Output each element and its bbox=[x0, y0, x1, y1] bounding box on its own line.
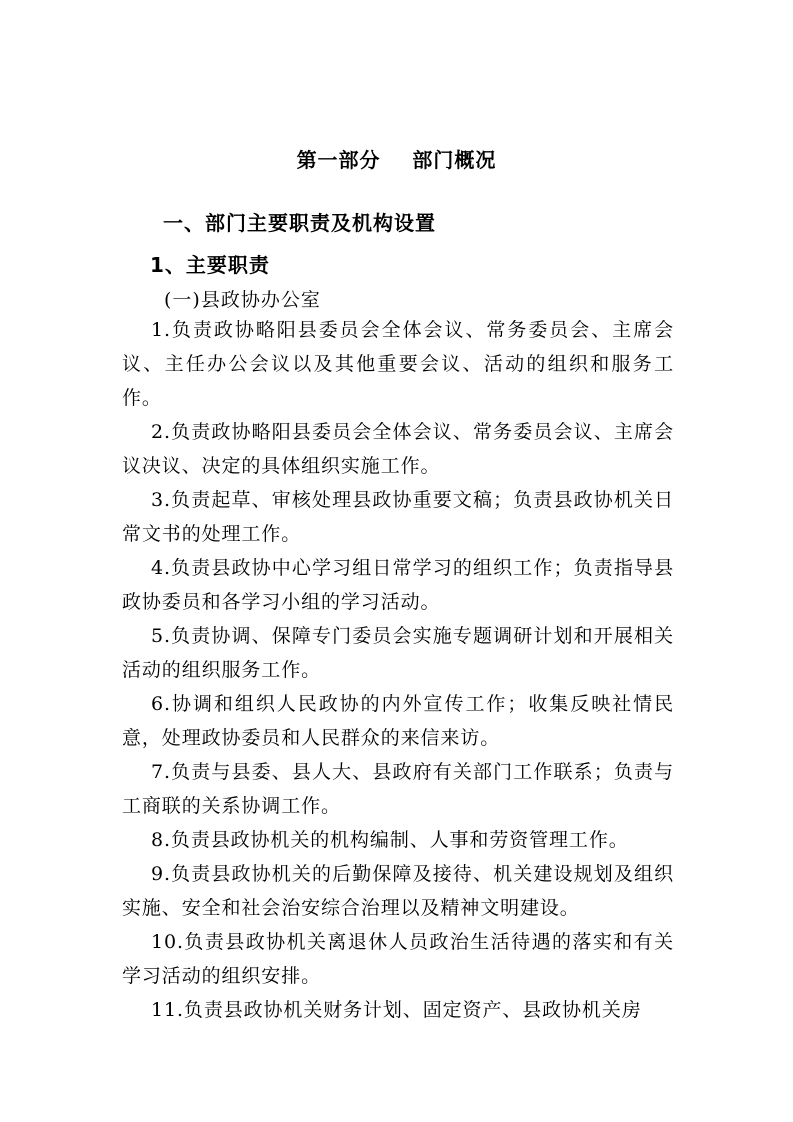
sub-heading: 1、主要职责 bbox=[150, 253, 270, 277]
duty-item: 5.负责协调、保障专门委员会实施专题调研计划和开展相关活动的组织服务工作。 bbox=[122, 625, 674, 681]
duty-item: 2.负责政协略阳县委员会全体会议、常务委员会议、主席会议决议、决定的具体组织实施工作。 bbox=[122, 421, 674, 477]
duty-item: 1.负责政协略阳县委员会全体会议、常务委员会、主席会议、主任办公会议以及其他重要会议、活动的组织和服务工作。 bbox=[122, 319, 674, 409]
duty-item: 8.负责县政协机关的机构编制、人事和劳资管理工作。 bbox=[151, 829, 629, 851]
duty-item: 6.协调和组织人民政协的内外宣传工作；收集反映社情民意，处理政协委员和人民群众的来信来访。 bbox=[122, 693, 674, 749]
part-title: 第一部分 部门概况 bbox=[296, 148, 497, 172]
duty-item: 4.负责县政协中心学习组日常学习的组织工作；负责指导县政协委员和各学习小组的学习活动。 bbox=[122, 557, 674, 613]
duty-item: 10.负责县政协机关离退休人员政治生活待遇的落实和有关学习活动的组织安排。 bbox=[122, 931, 674, 987]
office-heading: (一)县政协办公室 bbox=[164, 289, 321, 311]
section-heading: 一、部门主要职责及机构设置 bbox=[163, 211, 436, 235]
duty-item: 9.负责县政协机关的后勤保障及接待、机关建设规划及组织实施、安全和社会治安综合治理以及精神文明建设。 bbox=[122, 863, 674, 919]
duty-item: 7.负责与县委、县人大、县政府有关部门工作联系；负责与工商联的关系协调工作。 bbox=[122, 761, 674, 817]
duty-list bbox=[122, 313, 674, 1027]
duty-item: 11.负责县政协机关财务计划、固定资产、县政协机关房 bbox=[151, 999, 642, 1021]
duty-item: 3.负责起草、审核处理县政协重要文稿；负责县政协机关日常文书的处理工作。 bbox=[122, 489, 674, 545]
